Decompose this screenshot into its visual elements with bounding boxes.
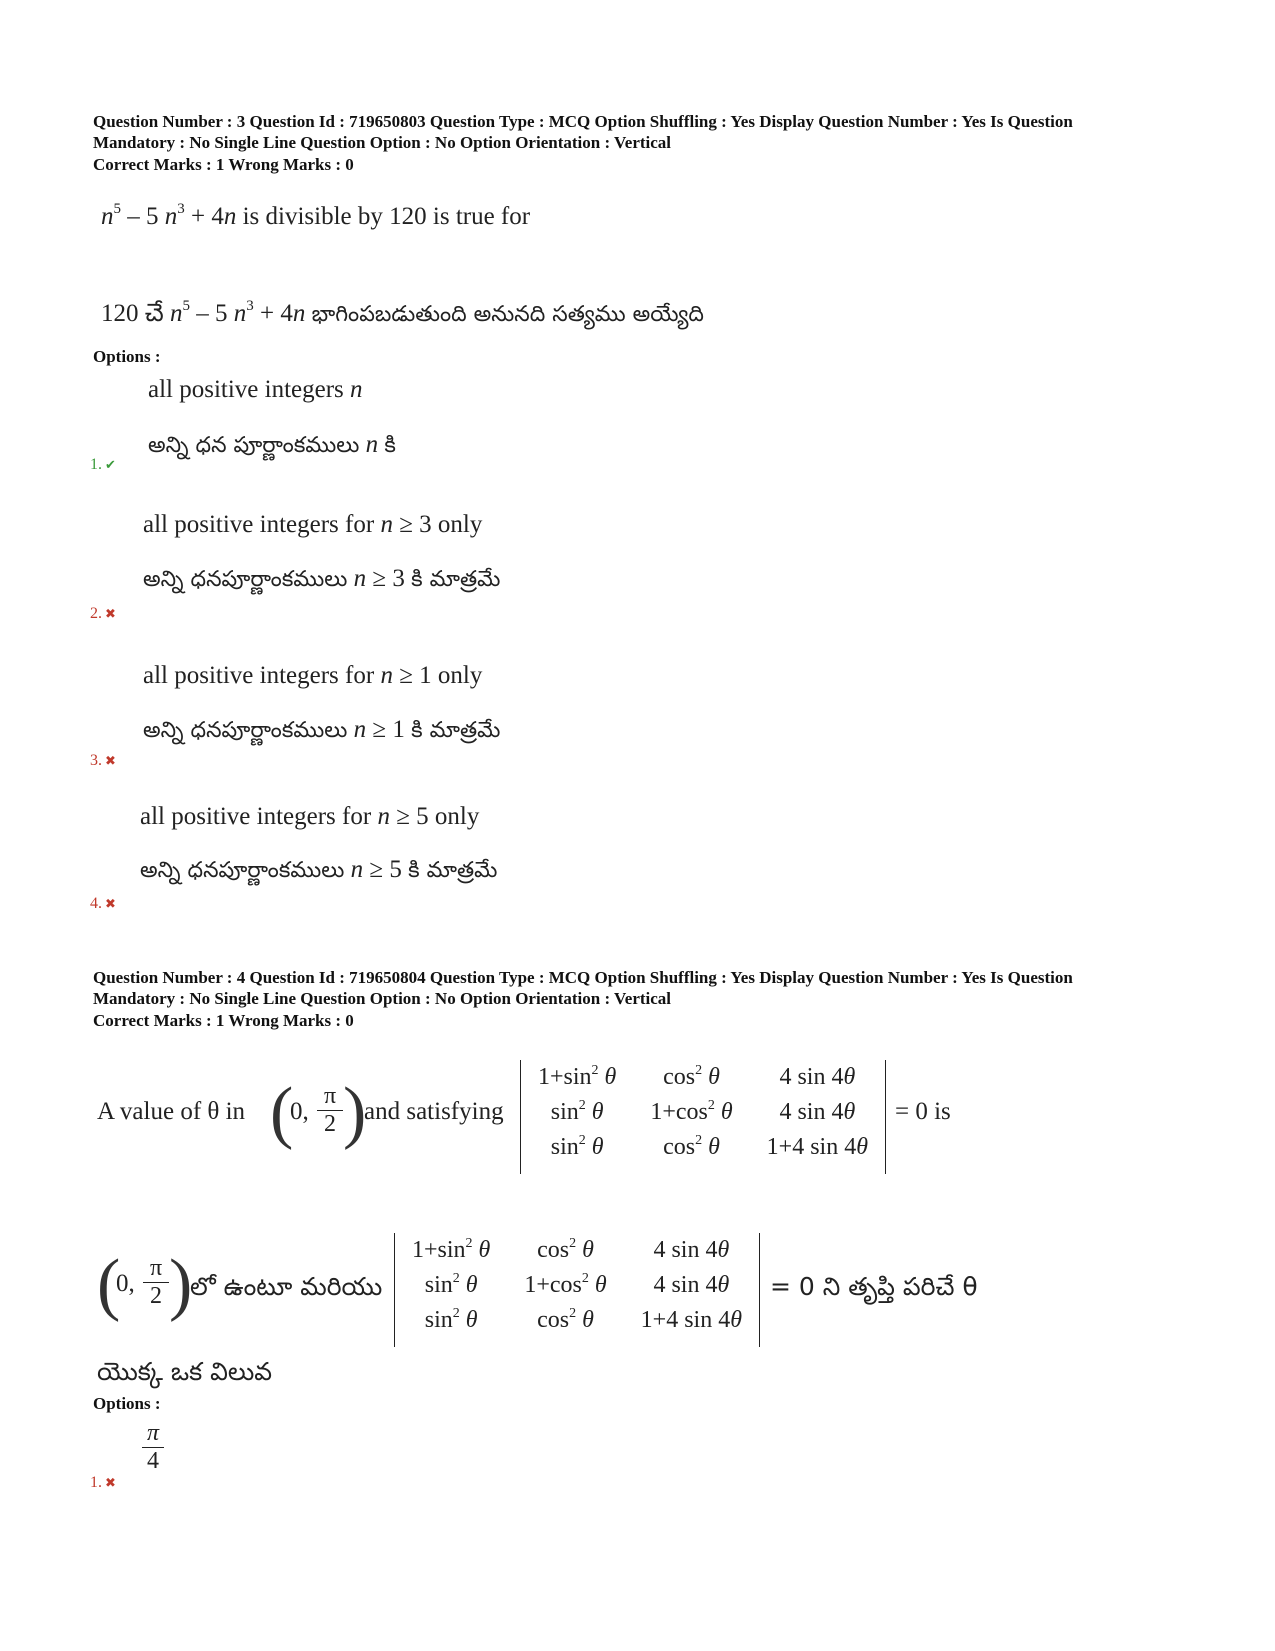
question-3-te-prefix: 120 చే — [101, 300, 164, 327]
det-cell: 1+4 sin 4θ — [766, 1134, 869, 1160]
q3-option-4-en-text: all positive integers for — [140, 803, 372, 830]
check-icon: ✔ — [105, 457, 116, 472]
q3-option-3-en-text: all positive integers for — [143, 662, 375, 689]
det-cell: 4 sin 4θ — [653, 1237, 730, 1263]
q3-option-2-te-cond: ≥ 3 — [372, 565, 405, 592]
q4-te-det-matrix — [395, 1233, 759, 1338]
q4-en-right-paren: ) — [343, 1074, 367, 1151]
question-4-en-mid: and satisfying — [364, 1098, 504, 1125]
q3-option-3-te-cond: ≥ 1 — [372, 716, 405, 743]
q3-option-1-te-suffix: కి — [384, 433, 396, 458]
q4-option-1-num: π — [146, 1420, 160, 1446]
cross-icon: ✖ — [105, 753, 116, 768]
q3-option-1-number — [90, 456, 116, 474]
q3-option-2-number-text: 2. — [90, 605, 102, 622]
q4-en-frac-num: π — [323, 1083, 337, 1109]
question-3-text-en-tail: is divisible by 120 is true for — [242, 203, 531, 230]
question-4-meta-line2: Mandatory : No Single Line Question Option : No Option Orientation : Vertical — [93, 989, 672, 1008]
q3-option-2-en[interactable]: all positive integers for n ≥ 3 only — [143, 511, 483, 538]
question-4-te-tail: = 0 ని తృప్తి పరిచే θ — [770, 1272, 978, 1301]
q3-option-4-en[interactable]: all positive integers for n ≥ 5 only — [140, 803, 480, 830]
det-cell: $\sin^2 \theta$ — [424, 1271, 478, 1298]
det-cell: $1+\sin^2$ θ — [412, 1236, 491, 1263]
q3-option-4-te[interactable]: అన్ని ధనపూర్ణాంకములు n ≥ 5 కి మాత్రమే — [140, 856, 498, 883]
det-cell: $\cos^2 \theta$ — [663, 1063, 720, 1090]
question-4-te-mid: లో ఉంటూ మరియు — [190, 1272, 383, 1301]
det-cell: 4 sin 4θ — [779, 1099, 856, 1125]
q3-option-3-en-cond: ≥ 1 only — [399, 662, 483, 689]
cross-icon: ✖ — [105, 606, 116, 621]
question-4-marks: Correct Marks : 1 Wrong Marks : 0 — [93, 1011, 354, 1030]
q4-te-frac-num: π — [149, 1255, 163, 1281]
q4-option-1-number — [90, 1474, 116, 1492]
q4-en-frac-den: 2 — [324, 1111, 336, 1137]
question-4-en-tail: = 0 is — [895, 1098, 951, 1125]
q4-te-left-paren: ( — [97, 1246, 121, 1323]
det-cell: $1+\sin^2$ θ — [538, 1063, 617, 1090]
q3-option-4-te-suffix: కి మాత్రమే — [408, 858, 498, 883]
det-cell: $\sin^2 \theta$ — [550, 1098, 604, 1125]
question-3-options-label: Options : — [93, 347, 161, 366]
q4-en-left-paren: ( — [270, 1074, 294, 1151]
question-3-meta — [93, 111, 1183, 153]
q3-option-1-en[interactable]: all positive integers n — [148, 376, 363, 403]
q3-option-3-te-suffix: కి మాత్రమే — [411, 718, 501, 743]
question-3-meta-line1: Question Number : 3 Question Id : 719650803 Question Type : MCQ Option Shuffling : Yes Display Question Number : Yes Is Question — [93, 112, 1073, 131]
q4-option-1-number-text: 1. — [90, 1474, 102, 1491]
q3-option-1-en-text: all positive integers — [148, 376, 344, 403]
q3-option-4-number — [90, 895, 116, 913]
q3-option-2-te-text: అన్ని ధనపూర్ణాంకములు — [143, 567, 348, 592]
det-cell: $\cos^2 \theta$ — [537, 1306, 594, 1333]
question-3-te-tail: భాగింపబడుతుంది అనునది సత్యము అయ్యేది — [311, 302, 704, 327]
det-cell: $1+\cos^2$ θ — [524, 1271, 607, 1298]
q4-en-interval-left: 0, — [290, 1098, 309, 1125]
q3-option-1-te[interactable]: అన్ని ధన పూర్ణాంకములు n కి — [148, 431, 396, 458]
question-3-text-te — [101, 300, 704, 334]
question-3-expression: $n^5 - 5$ $n^3 + 4n$ — [101, 201, 237, 230]
q4-en-determinant — [520, 1060, 886, 1174]
q3-option-4-te-cond: ≥ 5 — [369, 856, 402, 883]
det-cell: $\sin^2 \theta$ — [424, 1306, 478, 1333]
q3-option-4-en-cond: ≥ 5 only — [396, 803, 480, 830]
q4-option-1-fraction[interactable] — [142, 1420, 164, 1475]
det-cell: $\sin^2 \theta$ — [550, 1133, 604, 1160]
q3-option-2-te[interactable]: అన్ని ధనపూర్ణాంకములు n ≥ 3 కి మాత్రమే — [143, 565, 501, 592]
q3-option-2-te-suffix: కి మాత్రమే — [411, 567, 501, 592]
q3-option-3-te-text: అన్ని ధనపూర్ణాంకములు — [143, 718, 348, 743]
question-3-marks: Correct Marks : 1 Wrong Marks : 0 — [93, 155, 354, 174]
question-4-en-prefix: A value of θ in — [97, 1098, 246, 1125]
q4-te-frac-den: 2 — [150, 1283, 162, 1309]
det-cell: $\cos^2 \theta$ — [663, 1133, 720, 1160]
q4-en-det-matrix — [521, 1060, 885, 1165]
q3-option-3-te[interactable]: అన్ని ధనపూర్ణాంకములు n ≥ 1 కి మాత్రమే — [143, 716, 501, 743]
cross-icon: ✖ — [105, 1475, 116, 1490]
question-4-meta-line1: Question Number : 4 Question Id : 719650804 Question Type : MCQ Option Shuffling : Yes Display Question Number : Yes Is Question — [93, 968, 1073, 987]
q3-option-3-number — [90, 752, 116, 770]
question-3-te-expression: $n^5 - 5$ $n^3 + 4n$ — [170, 298, 306, 327]
cross-icon: ✖ — [105, 896, 116, 911]
question-3-meta-line2: Mandatory : No Single Line Question Option : No Option Orientation : Vertical — [93, 133, 672, 152]
q4-te-interval-left: 0, — [116, 1270, 135, 1297]
q4-te-determinant — [394, 1233, 760, 1347]
question-4-options-label: Options : — [93, 1394, 161, 1413]
q4-option-1-den: 4 — [147, 1448, 159, 1474]
q3-option-4-te-text: అన్ని ధనపూర్ణాంకములు — [140, 858, 345, 883]
det-cell: 4 sin 4θ — [653, 1272, 730, 1298]
q4-te-right-paren: ) — [169, 1246, 193, 1323]
q3-option-3-number-text: 3. — [90, 752, 102, 769]
q3-option-2-en-cond: ≥ 3 only — [399, 511, 483, 538]
det-cell: 1+4 sin 4θ — [640, 1307, 743, 1333]
q3-option-2-number — [90, 605, 116, 623]
q3-option-1-te-text: అన్ని ధన పూర్ణాంకములు — [148, 433, 360, 458]
det-cell: 4 sin 4θ — [779, 1064, 856, 1090]
question-4-meta — [93, 967, 1183, 1009]
question-4-te-line2: యొక్క ఒక విలువ — [97, 1357, 273, 1386]
det-cell: $\cos^2 \theta$ — [537, 1236, 594, 1263]
q3-option-3-en[interactable]: all positive integers for n ≥ 1 only — [143, 662, 483, 689]
q4-te-pi-over-2 — [143, 1255, 169, 1310]
q4-en-pi-over-2 — [317, 1083, 343, 1138]
question-3-text-en — [101, 203, 530, 231]
det-cell: $1+\cos^2$ θ — [650, 1098, 733, 1125]
q3-option-2-en-text: all positive integers for — [143, 511, 375, 538]
q3-option-4-number-text: 4. — [90, 895, 102, 912]
q3-option-1-number-text: 1. — [90, 456, 102, 473]
